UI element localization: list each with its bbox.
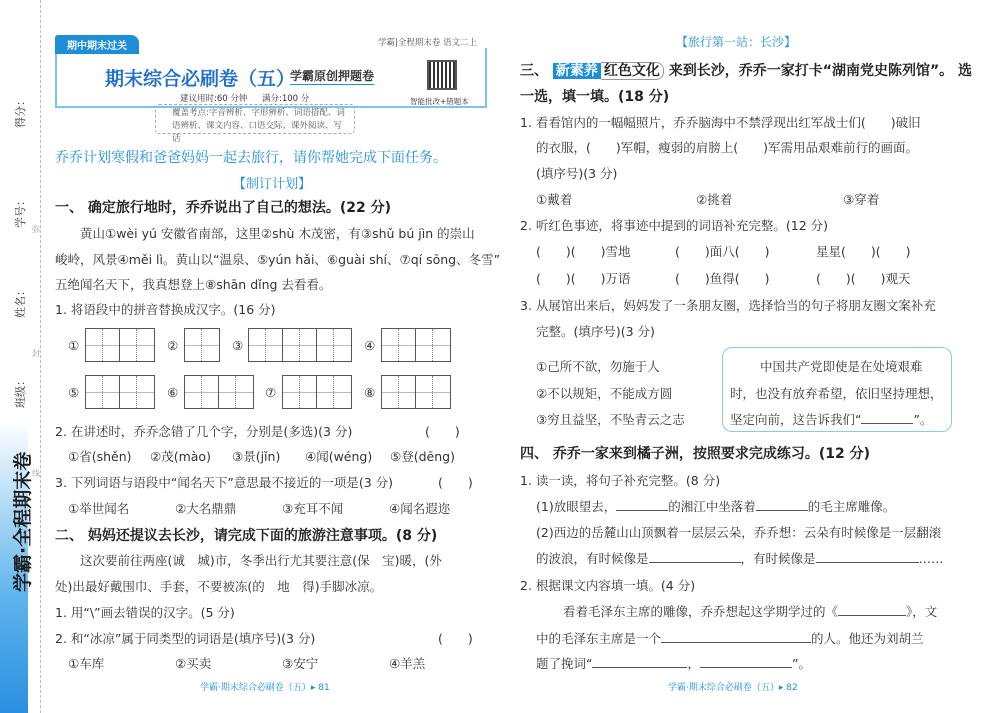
sentence-text: (1)放眼望去， [536, 499, 617, 514]
option: ③穿着 [843, 192, 880, 207]
answer-blank[interactable]: ( ) [438, 631, 473, 646]
fill-blank[interactable] [861, 412, 913, 424]
option: ③安宁 [282, 656, 319, 671]
option: ②不以规矩，不能成方圆 [536, 386, 673, 401]
option: ②买卖 [175, 656, 212, 671]
item-number: ⑥ [167, 385, 179, 400]
option: ①车库 [68, 656, 105, 671]
sentence-text: ， [687, 656, 700, 671]
section-heading-2: 二、 妈妈还提议去长沙，请完成下面的旅游注意事项。(8 分) [55, 528, 438, 544]
question: 2. 和“冰凉”属于同类型的词语是(填序号)(3 分) [55, 631, 316, 646]
fill-blank[interactable] [592, 656, 687, 668]
category-tag: 期中期末过关 [55, 35, 139, 54]
question: (填序号)(3 分) [536, 166, 618, 181]
question: 1. 用“\”画去错误的汉字。(5 分) [55, 605, 235, 620]
post-text: 中国共产党即使是在处境艰难 [760, 359, 923, 374]
binding-margin [0, 0, 44, 713]
passage-line: 峻岭，风景④měi lì。黄山以“温泉、⑤yún hǎi、⑥guài shí、⑦qí sōng、冬雪” [55, 252, 501, 267]
writing-grid[interactable] [184, 328, 220, 362]
writing-grid[interactable] [248, 328, 352, 362]
option: ②茂(mào) [150, 449, 211, 464]
time-label: 建议用时:60 分钟 [180, 94, 248, 104]
sentence-text: 的湘江中坐落着 [668, 499, 756, 514]
question: 2. 听红色事迹，将事迹中提到的词语补充完整。(12 分) [520, 218, 829, 233]
option: ①举世闻名 [68, 501, 130, 516]
idiom-blank[interactable]: ( )( )雪地 [536, 244, 631, 259]
section-heading-3: 来到长沙，乔乔一家打卡“湖南党史陈列馆”。 选 [668, 63, 973, 79]
passage-line: 处)出最好戴围巾、手套，不要被冻(的 地 得)手脚冰凉。 [55, 579, 383, 594]
fill-blank[interactable] [700, 656, 792, 668]
fill-blank[interactable] [756, 499, 808, 511]
sentence-text: 题了挽词“ [536, 656, 593, 671]
passage-line: 黄山①wèi yú 安徽省南部，这里②shù 木茂密，有③shǔ bú jìn 的崇山 [80, 226, 475, 241]
sentence-text: 的人。他还为刘胡兰 [811, 631, 924, 646]
seal-line [40, 0, 41, 713]
subtitle: 学霸原创押题卷 [290, 69, 375, 83]
new-literacy-badge: 新素养 [553, 63, 601, 79]
option: ①省(shěn) [68, 449, 132, 464]
intro: 乔乔计划寒假和爸爸妈妈一起去旅行，请你帮她完成下面任务。 [55, 150, 447, 166]
item-number: ③ [232, 338, 244, 353]
score-label: 得分： [14, 95, 27, 128]
section-heading-3-cont: 一选，填一填。(18 分) [520, 89, 670, 105]
option: ③景(jǐn) [232, 449, 281, 464]
option: ①戴着 [536, 192, 573, 207]
post-text: ”。 [913, 412, 933, 427]
passage-line: 这次要前往两座(诚 城)市，冬季出行尤其要注意(保 宝)暖，(外 [80, 553, 442, 568]
student-no-label: 学号： [14, 195, 27, 228]
page-footer: 学霸·期末综合必刷卷（五）▸ 81 [200, 683, 330, 693]
fill-blank[interactable] [616, 499, 668, 511]
idiom-blank[interactable]: ( )鱼得( ) [675, 271, 770, 286]
sentence-text: 的毛主席雕像。 [807, 499, 896, 514]
answer-blank[interactable]: ( ) [425, 424, 460, 439]
option: ④羊羔 [389, 656, 426, 671]
section-heading-1: 一、 确定旅行地时，乔乔说出了自己的想法。(22 分) [55, 200, 392, 216]
question: 1. 看看馆内的一幅幅照片，乔乔脑海中不禁浮现出红军战士们( )破旧 [520, 115, 921, 130]
fill-blank[interactable] [816, 551, 919, 563]
fill-blank[interactable] [838, 604, 906, 616]
topics-box [155, 104, 355, 144]
item-number: ② [167, 338, 179, 353]
writing-grid[interactable] [85, 328, 155, 362]
fill-blank[interactable] [649, 551, 741, 563]
idiom-blank[interactable]: 星星( )( ) [816, 244, 911, 259]
red-culture-badge: 红色文化 [601, 62, 664, 80]
question: 1. 将语段中的拼音替换成汉字。(16 分) [55, 302, 276, 317]
option: ⑤登(dēng) [390, 449, 455, 464]
idiom-blank[interactable]: ( )( )万语 [536, 271, 631, 286]
qr-caption: 智能批改+错题本 [410, 97, 469, 106]
option: ③充耳不闻 [282, 501, 344, 516]
section-title: 【制订计划】 [233, 177, 312, 192]
option: ①己所不欲，勿施于人 [536, 359, 660, 374]
score-total: 满分:100 分 [262, 94, 310, 104]
item-number: ① [68, 338, 80, 353]
seal-mark: 封 [32, 349, 40, 358]
series-label: 学霸|全程期末卷 语文二上 [378, 38, 478, 48]
sentence-text: …… [918, 551, 944, 566]
answer-blank[interactable]: ( ) [438, 475, 473, 490]
writing-grid[interactable] [282, 375, 352, 409]
option: ②挑着 [696, 192, 733, 207]
option: ④闻名遐迩 [389, 501, 451, 516]
question: 完整。(填序号)(3 分) [536, 324, 655, 339]
passage-line: 五绝闻名天下，我真想登上⑧shān dǐng 去看看。 [55, 277, 332, 292]
item-number: ⑦ [265, 385, 277, 400]
topics-text: 覆盖考点:字音辨析、字形辨析、词语搭配、词语辨析、课文内容、口语交际、课外阅读、写话 [172, 108, 345, 144]
item-number: ⑧ [364, 385, 376, 400]
item-number: ④ [364, 338, 376, 353]
option: ④闻(wéng) [305, 449, 373, 464]
idiom-blank[interactable]: ( )面八( ) [675, 244, 770, 259]
question: 3. 从展馆出来后，妈妈发了一条朋友圈，选择恰当的句子将朋友圈文案补充 [520, 298, 936, 313]
seal-mark: 线 [32, 469, 40, 478]
seal-mark: 弥 [32, 225, 40, 234]
class-label: 班级： [14, 375, 27, 408]
qr-code[interactable] [427, 60, 457, 90]
brand-logo: 学霸·全程期末卷 [12, 451, 34, 592]
sentence-text: ”。 [792, 656, 811, 671]
writing-grid[interactable] [85, 375, 155, 409]
writing-grid[interactable] [184, 375, 254, 409]
question: 2. 根据课文内容填一填。(4 分) [520, 578, 696, 593]
sentence-text: ，有时候像是 [740, 551, 816, 566]
post-text: 坚定向前，这告诉我们“ [730, 412, 862, 427]
name-label: 姓名： [14, 285, 27, 318]
sentence-text: (2)西边的岳麓山山顶飘着一层层云朵，乔乔想：云朵有时候像是一层翻滚 [536, 525, 942, 540]
item-number: ⑤ [68, 385, 80, 400]
question: 1. 读一读，将句子补充完整。(8 分) [520, 473, 721, 488]
idiom-blank[interactable]: ( )( )观天 [816, 271, 911, 286]
sentence-text: 的波浪，有时候像是 [536, 551, 649, 566]
section-heading-4: 四、 乔乔一家来到橘子洲，按照要求完成练习。(12 分) [520, 446, 871, 462]
option: ②大名鼎鼎 [175, 501, 237, 516]
question: 3. 下列词语与语段中“闻名天下”意思最不接近的一项是(3 分) [55, 475, 394, 490]
fill-blank[interactable] [661, 631, 811, 643]
section-title: 【旅行第一站：长沙】 [676, 35, 797, 49]
page-footer: 学霸·期末综合必刷卷（五）▸ 82 [668, 683, 798, 693]
sentence-text: 中的毛泽东主席是一个 [536, 631, 662, 646]
writing-grid[interactable] [381, 375, 451, 409]
post-text: 时，也没有放弃希望，依旧坚持理想， [730, 386, 943, 401]
page-title: 期末综合必刷卷（五） [105, 68, 296, 90]
question: 2. 在讲述时，乔乔念错了几个字，分别是(多选)(3 分) [55, 424, 353, 439]
sentence-text: 》，文 [906, 604, 938, 619]
sentence-text: 看着毛泽东主席的雕像，乔乔想起这学期学过的《 [563, 604, 839, 619]
option: ③穷且益坚，不坠青云之志 [536, 412, 685, 427]
question: 的衣服，( )军帽，瘦弱的肩膀上( )军需用品艰难前行的画面。 [536, 140, 919, 155]
section-number: 三、 [520, 63, 548, 79]
writing-grid[interactable] [381, 328, 451, 362]
